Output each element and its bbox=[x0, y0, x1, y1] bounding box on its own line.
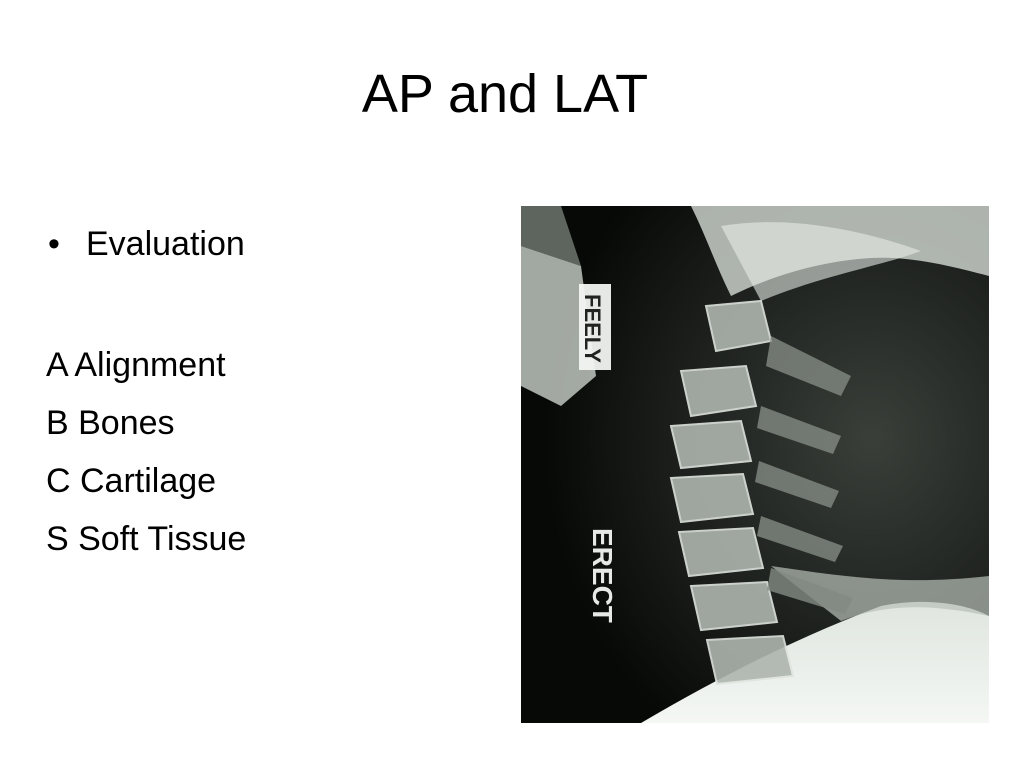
list-item-bones: B Bones bbox=[46, 404, 175, 442]
abcs-list bbox=[46, 336, 246, 568]
slide-title: AP and LAT bbox=[361, 64, 649, 124]
xray-label-erect: ERECТ bbox=[587, 528, 618, 623]
list-item-soft-tissue: S Soft Tissue bbox=[46, 520, 247, 558]
xray-marker-top: FEELY bbox=[580, 294, 605, 363]
cervical-spine-xray-image bbox=[521, 206, 989, 723]
bullet-text: Evaluation bbox=[86, 225, 245, 263]
list-item-cartilage: C Cartilage bbox=[46, 462, 217, 500]
bullet-marker: • bbox=[48, 225, 60, 263]
bullet-evaluation bbox=[48, 222, 245, 266]
list-item-alignment: A Alignment bbox=[46, 346, 226, 384]
